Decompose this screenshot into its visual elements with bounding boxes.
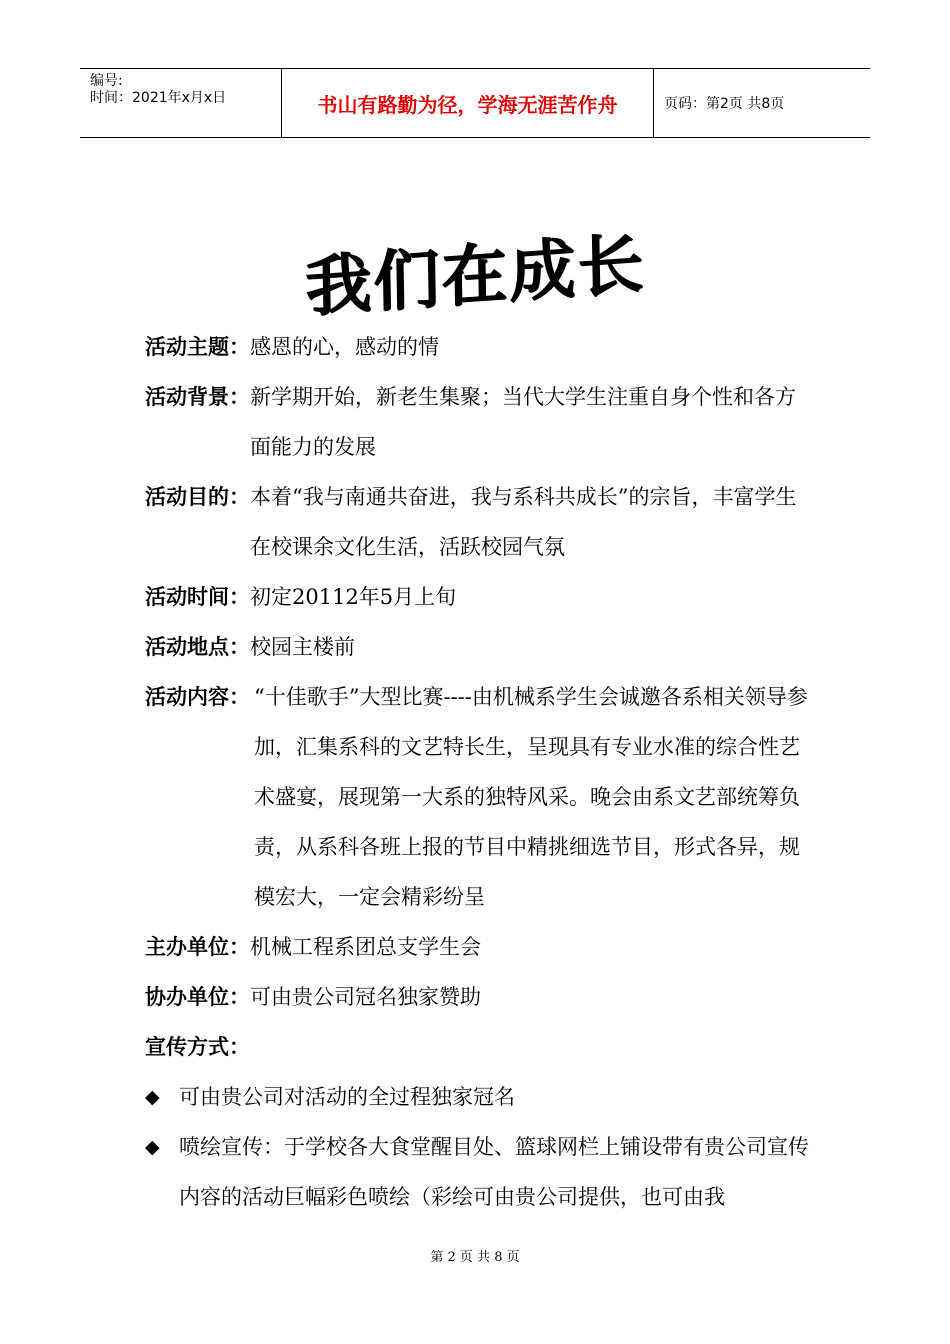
- field-value: 感恩的心，感动的情: [250, 335, 439, 359]
- document-title: [0, 222, 950, 326]
- header-page-info: 页码：第2页 共8页: [664, 96, 785, 112]
- field-label: 活动内容：: [145, 685, 250, 709]
- page-footer: 第 2 页 共 8 页: [430, 1250, 520, 1265]
- field-value: 本着“我与南通共奋进，我与系科共成长”的宗旨，丰富学生在校课余文化生活，活跃校园气氛: [250, 485, 797, 559]
- field-label: 活动背景：: [145, 385, 250, 409]
- field-value: 可由贵公司冠名独家赞助: [250, 985, 481, 1009]
- diamond-bullet-icon: ◆: [145, 1136, 160, 1158]
- list-item-text: 可由贵公司对活动的全过程独家冠名: [179, 1085, 515, 1109]
- field-theme: [145, 322, 810, 372]
- field-label: 活动地点：: [145, 635, 250, 659]
- header-meta: [80, 69, 282, 137]
- field-location: [145, 622, 810, 672]
- publicity-label: 宣传方式：: [145, 1035, 250, 1059]
- field-value: 新学期开始，新老生集聚；当代大学生注重自身个性和各方面能力的发展: [250, 385, 796, 459]
- field-organizer: [145, 922, 810, 972]
- field-label: 协办单位：: [145, 985, 250, 1009]
- field-purpose: [145, 472, 810, 572]
- field-label: 活动主题：: [145, 335, 250, 359]
- field-label: 活动时间：: [145, 585, 250, 609]
- list-item: [145, 1072, 810, 1122]
- field-time: [145, 572, 810, 622]
- field-label: 主办单位：: [145, 935, 250, 959]
- field-value: 初定20112年5月上旬: [250, 585, 457, 609]
- document-body: [145, 322, 810, 1222]
- field-value: 校园主楼前: [250, 635, 355, 659]
- header-time: 时间：2021年x月x日: [90, 90, 227, 106]
- page-header: [80, 68, 870, 138]
- list-item-text: 喷绘宣传：于学校各大食堂醒目处、篮球网栏上铺设带有贵公司宣传内容的活动巨幅彩色喷绘（彩绘可由贵公司提供，也可由我: [179, 1135, 809, 1209]
- field-content: [145, 672, 810, 922]
- diamond-bullet-icon: ◆: [145, 1086, 160, 1108]
- publicity-heading: [145, 1022, 810, 1072]
- field-co-organizer: [145, 972, 810, 1022]
- header-number: 编号:: [90, 73, 123, 89]
- field-value: “十佳歌手”大型比赛----由机械系学生会诚邀各系相关领导参加，汇集系科的文艺特长生，呈现具有专业水准的综合性艺术盛宴，展现第一大系的独特风采。晚会由系文艺部统筹负责，从系科各班上报的节目中精挑细选节目，形式各异，规模宏大，一定会精彩纷呈: [254, 685, 808, 909]
- field-background: [145, 372, 810, 472]
- field-label: 活动目的：: [145, 485, 250, 509]
- list-item: [145, 1122, 810, 1222]
- field-value: 机械工程系团总支学生会: [250, 935, 481, 959]
- title-text: 我们在成长: [304, 225, 646, 326]
- header-motto: 书山有路勤为径，学海无涯苦作舟: [282, 69, 654, 137]
